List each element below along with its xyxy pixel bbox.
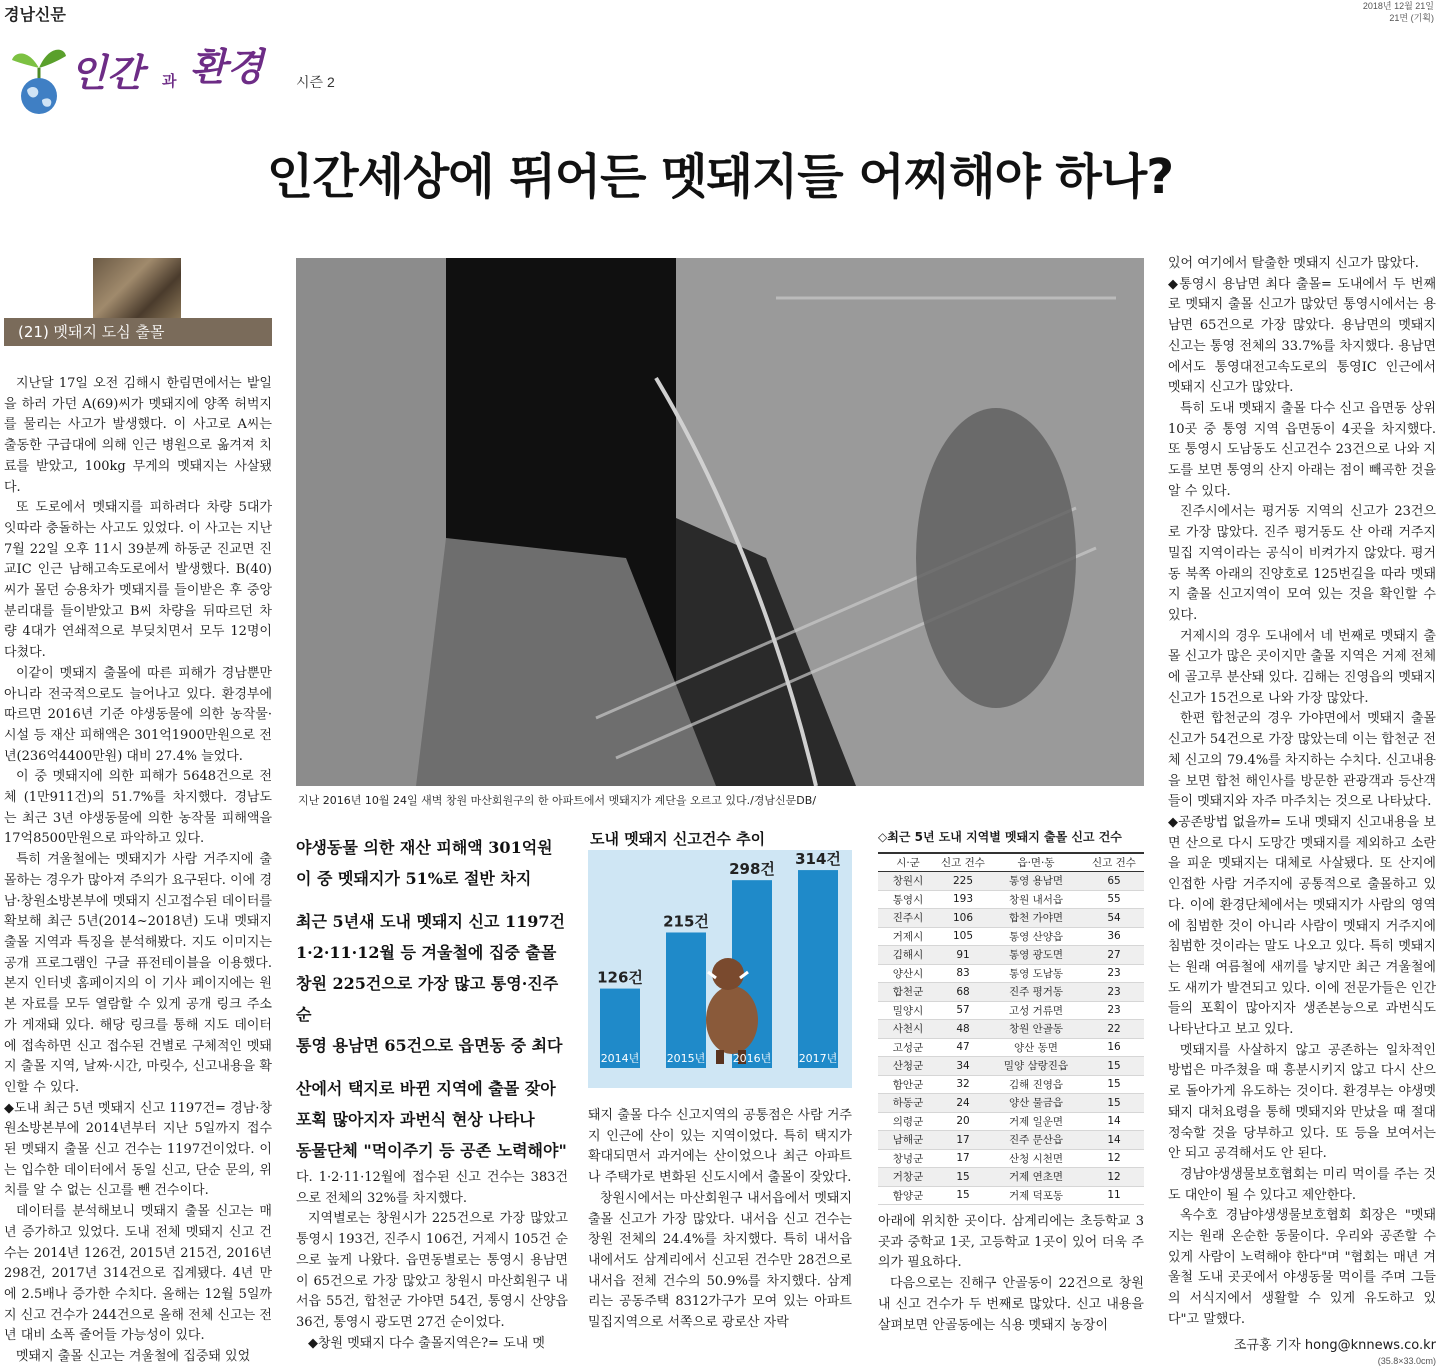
paragraph: ◆통영시 용남면 최다 출몰= 도내에서 두 번째로 멧돼지 출몰 신고가 많았던 통영시에서는 용남면 65건으로 가장 많았다. 용남면의 멧돼지 신고는 통영 전체의 33.7%를 차지했다. 용남면에서도 통영대전고속도로의 통영IC 인근에서 멧돼지 신고가 많았다. — [1168, 276, 1436, 396]
paragraph: 한편 합천군의 경우 가야면에서 멧돼지 출몰 신고가 54건으로 가장 많았는데 이는 합천군 전체 신고의 79.4%를 차지하는 수치다. 신고내용을 보면 합천 해인사를 방문한 관광객과 등산객들이 멧돼지와 자주 마주치는 것으로 나타났다. — [1168, 711, 1436, 810]
paragraph: ◆공존방법 없을까= 도내 멧돼지 신고내용을 보면 산으로 다시 도망간 멧돼지를 제외하고 소란을 피운 멧돼지는 대체로 사살됐다. 또 산지에 인접한 사람 거주지에 공통적으로 출몰하고 있다. 이에 환경단체에서는 멧돼지가 사람의 영역에 침범한 것이 아니라 사람이 멧돼지 거주지에 침범한 것이라는 말도 나오고 있다. 특히 멧돼지는 원래 여름철에 새끼를 낳지만 최근 겨울철에도 새끼가 발견되고 있다. 이에 전문가들은 인간들의 포획이 많아지자 생존본능으로 과번식도 나타난다고 보고 있다. — [1168, 814, 1436, 1038]
table-header: 신고 건수 — [938, 853, 988, 872]
globe-sprout-icon — [10, 38, 68, 116]
table-cell: 함안군 — [878, 1075, 938, 1094]
paragraph: 데이터를 분석해보니 멧돼지 출몰 신고는 매년 증가하고 있었다. 도내 전체 멧돼지 신고 건수는 2014년 126건, 2015년 215건, 2016년 298건, 2017년 314건으로 집계됐다. 4년 만에 2.5배나 증가한 수치다. 올해는 12월 5일까지 신고 건수가 244건으로 올해 전체 신고는 전년 대비 소폭 줄어들 가능성이 있다. — [4, 1204, 272, 1344]
table-row — [878, 964, 1144, 983]
table-row — [878, 1075, 1144, 1094]
table-cell: 진주 평거동 — [988, 983, 1084, 1002]
table-row — [878, 1168, 1144, 1187]
paragraph: 진주시에서는 평거동 지역의 신고가 23건으로 가장 많았다. 진주 평거동도 산 아래 거주지 밀집 지역이라는 공식이 비켜가지 않았다. 평거동 북쪽 아래의 진양호로 125번길을 따라 멧돼지 출몰 신고지역이 모여 있는 것을 확인할 수 있다. — [1168, 504, 1436, 623]
table-cell: 진주시 — [878, 909, 938, 928]
date-line: 2018년 12월 21일 — [1362, 1, 1434, 11]
table-cell: 통영 도남동 — [988, 964, 1084, 983]
table-cell: 68 — [938, 983, 988, 1002]
table-cell: 통영시 — [878, 890, 938, 909]
table-header-row — [878, 853, 1144, 872]
page-line: 21면 (기획) — [1389, 13, 1434, 23]
table-cell: 17 — [938, 1131, 988, 1150]
table-header: 신고 건수 — [1084, 853, 1144, 872]
subhead: 포획 많아지자 과번식 현상 나타나 — [296, 1110, 535, 1129]
table-cell: 창녕군 — [878, 1149, 938, 1168]
table-cell: 23 — [1084, 1001, 1144, 1020]
table-row — [878, 890, 1144, 909]
table-cell: 193 — [938, 890, 988, 909]
table-cell: 통영 용남면 — [988, 872, 1084, 891]
series-subtitle: (21) 멧돼지 도심 출몰 — [4, 318, 272, 346]
table-cell: 양산 물금읍 — [988, 1094, 1084, 1113]
paragraph: 멧돼지를 사살하지 않고 공존하는 일차적인 방법은 마주쳤을 때 흥분시키지 않고 다시 산으로 돌아가게 유도하는 것이다. 환경부는 야생멧돼지 대처요령을 통해 멧돼지와 만났을 때 절대 정숙할 것을 당부하고 있다. 또 등을 보여서는 안 되고 공격해서도 안 된다. — [1168, 1042, 1436, 1162]
table-cell: 거제 일운면 — [988, 1112, 1084, 1131]
table-cell: 15 — [1084, 1094, 1144, 1113]
table-row — [878, 946, 1144, 965]
paragraph: 특히 도내 멧돼지 출몰 다수 신고 읍면동 상위 10곳 중 통영 지역 읍면동이 4곳을 차지했다. 또 통영시 도남동도 신고건수 23건으로 나와 지도를 보면 통영의 산지 아래는 점이 빼곡한 것을 알 수 있다. — [1168, 400, 1436, 499]
table-cell: 양산 동면 — [988, 1038, 1084, 1057]
table-cell: 합천군 — [878, 983, 938, 1002]
table-cell: 12 — [1084, 1168, 1144, 1187]
article-column-3 — [588, 1106, 852, 1370]
paragraph: 이 중 멧돼지에 의한 피해가 5648건으로 전체 (1만911건)의 51.7%를 차지했다. 경남도는 최근 3년 야생동물에 의한 농작물 피해액을 17억8500만원으로 파악하고 있다. — [4, 769, 272, 847]
table-cell: 합천 가야면 — [988, 909, 1084, 928]
table-row — [878, 909, 1144, 928]
masthead: 경남신문 — [4, 7, 66, 24]
chart-bar — [798, 870, 838, 1068]
table-cell: 106 — [938, 909, 988, 928]
subhead: 야생동물 의한 재산 피해액 301억원 — [296, 838, 553, 857]
data-label: 215건 — [663, 912, 709, 931]
table-cell: 사천시 — [878, 1020, 938, 1039]
subhead: 최근 5년새 도내 멧돼지 신고 1197건 — [296, 912, 565, 931]
paragraph: 특히 겨울철에는 멧돼지가 사람 거주지에 출몰하는 경우가 많아져 주의가 요구된다. 이에 경남·창원소방본부에 멧돼지 신고접수된 데이터를 확보해 최근 5년(2014~2018년) 도내 멧돼지 출몰 지역과 특징을 분석해봤다. 지도 이미지는 공개 프로그램인 구글 퓨전테이블을 이용했다. 본지 인터넷 홈페이지의 이 기사 페이지에는 원본 자료를 모두 열람할 수 있게 공개 링크 주소가 게재돼 있다. 해당 링크를 통해 지도 데이터에 접속하면 신고 접수된 건별로 구체적인 멧돼지 출몰 지역, 날짜·시간, 마릿수, 신고내용을 확인할 수 있다. — [4, 852, 272, 1095]
headline: 인간세상에 뛰어든 멧돼지들 어찌해야 하나? — [266, 149, 1174, 205]
category-label: 2014년 — [600, 1052, 640, 1065]
table-cell: 20 — [938, 1112, 988, 1131]
subhead: 이 중 멧돼지가 51%로 절반 차지 — [296, 869, 532, 888]
chart-title: 도내 멧돼지 신고건수 추이 — [590, 830, 766, 848]
category-label: 2017년 — [798, 1052, 838, 1065]
table-row — [878, 1186, 1144, 1205]
table-cell: 의령군 — [878, 1112, 938, 1131]
data-label: 314건 — [795, 850, 841, 869]
table-cell: 산청 시천면 — [988, 1149, 1084, 1168]
table-cell: 54 — [1084, 909, 1144, 928]
table-cell: 밀양 삼랑진읍 — [988, 1057, 1084, 1076]
table-cell: 통영 산양읍 — [988, 927, 1084, 946]
table-cell: 통영 광도면 — [988, 946, 1084, 965]
table-cell: 함양군 — [878, 1186, 938, 1205]
table-cell: 남해군 — [878, 1131, 938, 1150]
table-cell: 15 — [938, 1168, 988, 1187]
subhead: 동물단체 "먹이주기 등 공존 노력해야" — [296, 1141, 567, 1160]
table-cell: 밀양시 — [878, 1001, 938, 1020]
table-cell: 11 — [1084, 1186, 1144, 1205]
table-row — [878, 1038, 1144, 1057]
table-cell: 57 — [938, 1001, 988, 1020]
boar-stairwell-photo — [296, 258, 1144, 786]
table-row — [878, 872, 1144, 891]
table-cell: 48 — [938, 1020, 988, 1039]
subhead: 통영 용남면 65건으로 읍면동 중 최다 — [296, 1036, 563, 1055]
table-cell: 김해 진영읍 — [988, 1075, 1084, 1094]
table-cell: 23 — [1084, 964, 1144, 983]
paragraph: ◆창원 멧돼지 다수 출몰지역은?= 도내 멧 — [308, 1335, 545, 1351]
table-cell: 거제 연초면 — [988, 1168, 1084, 1187]
table-header: 시·군 — [878, 853, 938, 872]
table-cell: 55 — [1084, 890, 1144, 909]
paragraph: 또 도로에서 멧돼지를 피하려다 차량 5대가 잇따라 충돌하는 사고도 있었다. 이 사고는 지난 7월 22일 오후 11시 39분께 하동군 진교면 진교IC 인근 남해고속도로에서 발생했다. B(40)씨가 몰던 승용차가 멧돼지를 들이받은 후 중앙분리대를 들이받았고 B씨 차량을 뒤따르던 차량 4대가 연쇄적으로 부딪치면서 모두 12명이 다쳤다. — [4, 500, 272, 661]
table-row — [878, 1149, 1144, 1168]
article-column-1 — [4, 374, 272, 1370]
article-column-5 — [1168, 254, 1436, 1330]
table-cell: 고성군 — [878, 1038, 938, 1057]
table-row — [878, 1001, 1144, 1020]
table-row — [878, 1112, 1144, 1131]
table-cell: 36 — [1084, 927, 1144, 946]
table-row — [878, 1094, 1144, 1113]
chart-bar — [666, 932, 706, 1068]
table-cell: 225 — [938, 872, 988, 891]
series-and: 과 — [162, 73, 177, 90]
series-word-2: 환경 — [190, 47, 264, 89]
date-info — [1363, 0, 1434, 24]
table-cell: 15 — [1084, 1075, 1144, 1094]
bar-chart — [588, 850, 852, 1088]
table-row — [878, 927, 1144, 946]
table-header: 읍·면·동 — [988, 853, 1084, 872]
table-cell: 27 — [1084, 946, 1144, 965]
region-table — [878, 852, 1144, 1205]
table-row — [878, 1057, 1144, 1076]
table-title: ◇최근 5년 도내 지역별 멧돼지 출몰 신고 건수 — [878, 830, 1122, 844]
data-label: 298건 — [729, 860, 775, 879]
series-logo — [10, 32, 370, 114]
article-column-4 — [878, 1212, 1144, 1370]
table-row — [878, 983, 1144, 1002]
paragraph: 돼지 출몰 다수 신고지역의 공통점은 사람 거주지 인근에 산이 있는 지역이었다. 특히 택지가 확대되면서 과거에는 산이었으나 최근 아파트나 주택가로 변화된 신도시에서 출몰이 잦았다. — [588, 1108, 852, 1186]
table-cell: 105 — [938, 927, 988, 946]
data-label: 126건 — [597, 968, 643, 987]
season-label: 시즌 2 — [296, 74, 335, 90]
table-cell: 거제 덕포동 — [988, 1186, 1084, 1205]
table-cell: 65 — [1084, 872, 1144, 891]
paragraph: 지난달 17일 오전 김해시 한림면에서는 밭일을 하러 가던 A(69)씨가 멧돼지에 양쪽 허벅지를 물리는 사고가 발생했다. 이 사고로 A씨는 출동한 구급대에 의해 인근 병원으로 옮겨져 치료를 받았고, 100kg 무게의 멧돼지는 사살됐다. — [4, 376, 272, 495]
table-cell: 거제시 — [878, 927, 938, 946]
table-cell: 23 — [1084, 983, 1144, 1002]
table-cell: 산청군 — [878, 1057, 938, 1076]
table-cell: 47 — [938, 1038, 988, 1057]
table-cell: 하동군 — [878, 1094, 938, 1113]
table-cell: 김해시 — [878, 946, 938, 965]
subhead: 창원 225건으로 가장 많고 통영·진주 순 — [296, 974, 559, 1024]
chart-area — [588, 850, 852, 1088]
table-cell: 진주 문산읍 — [988, 1131, 1084, 1150]
table-cell: 12 — [1084, 1149, 1144, 1168]
table-cell: 34 — [938, 1057, 988, 1076]
table-cell: 17 — [938, 1149, 988, 1168]
paragraph: 거제시의 경우 도내에서 네 번째로 멧돼지 출몰 신고가 많은 곳이지만 출몰 지역은 거제 전체에 골고루 분산돼 있다. 김해는 진영읍의 멧돼지 신고가 15건으로 나와 가장 많았다. — [1168, 628, 1436, 706]
table-row — [878, 1131, 1144, 1150]
paragraph: 지역별로는 창원시가 225건으로 가장 많았고 통영시 193건, 진주시 106건, 거제시 105건 순으로 높게 나왔다. 읍면동별로는 통영시 용남면이 65건으로 가장 많았고 창원시 마산회원구 내서읍 55건, 합천군 가야면 54건, 통영시 산양읍 36건, 통영시 광도면 27건 순이었다. — [296, 1211, 568, 1330]
table-cell: 15 — [1084, 1057, 1144, 1076]
category-label: 2016년 — [732, 1052, 772, 1065]
table-cell: 창원 안골동 — [988, 1020, 1084, 1039]
paragraph: 경남야생생물보호협회는 미리 먹이를 주는 것도 대안이 될 수 있다고 제안한다. — [1168, 1166, 1436, 1203]
table-cell: 83 — [938, 964, 988, 983]
paragraph: 이같이 멧돼지 출몰에 따른 피해가 경남뿐만 아니라 전국적으로도 늘어나고 있다. 환경부에 따르면 2016년 기준 야생동물에 의한 농작물·시설 등 재산 피해액은 301억1900만원으로 전년(236억4400만원) 대비 27.4% 늘었다. — [4, 665, 272, 764]
category-label: 2015년 — [666, 1052, 706, 1065]
stairwell-illustration — [296, 258, 1144, 786]
table-cell: 창원시 — [878, 872, 938, 891]
table-cell: 14 — [1084, 1112, 1144, 1131]
table-cell: 91 — [938, 946, 988, 965]
subheads-block — [296, 832, 568, 1166]
subhead: 1·2·11·12월 등 겨울철에 집중 출몰 — [296, 943, 557, 962]
paragraph: 아래에 위치한 곳이다. 삼계리에는 초등학교 3곳과 중학교 1곳, 고등학교 1곳이 있어 더욱 주의가 필요하다. — [878, 1214, 1144, 1271]
table-cell: 거창군 — [878, 1168, 938, 1187]
table-cell: 22 — [1084, 1020, 1144, 1039]
region-report-table — [878, 852, 1144, 1205]
photo-caption: 지난 2016년 10월 24일 새벽 창원 마산회원구의 한 아파트에서 멧돼지가 계단을 오르고 있다./경남신문DB/ — [298, 794, 817, 807]
byline: 조규홍 기자 hong@knnews.co.kr — [1233, 1338, 1436, 1353]
table-cell: 창원 내서읍 — [988, 890, 1084, 909]
table-cell: 14 — [1084, 1131, 1144, 1150]
table-cell: 15 — [938, 1186, 988, 1205]
table-cell: 양산시 — [878, 964, 938, 983]
table-cell: 32 — [938, 1075, 988, 1094]
paragraph: 다. 1·2·11·12월에 접수된 신고 건수는 383건으로 전체의 32%를 차지했다. — [296, 1170, 568, 1206]
paragraph: ◆도내 최근 5년 멧돼지 신고 1197건= 경남·창원소방본부에 2014년부터 지난 5일까지 접수된 멧돼지 출몰 신고 건수는 1197건이었다. 이는 입수한 데이터에서 동일 신고, 단순 문의, 위치를 알 수 없는 신고를 뺀 건수이다. — [4, 1100, 272, 1199]
paragraph: 멧돼지 출몰 신고는 겨울철에 집중돼 있었 — [16, 1349, 251, 1365]
page-dimension: (35.8×33.0cm) — [1377, 1356, 1436, 1366]
subhead: 산에서 택지로 바뀐 지역에 출몰 잦아 — [296, 1079, 556, 1098]
table-cell: 고성 거류면 — [988, 1001, 1084, 1020]
table-cell: 24 — [938, 1094, 988, 1113]
boar-thumbnail — [93, 258, 181, 318]
paragraph: 다음으로는 진해구 안골동이 22건으로 창원 내 신고 건수가 두 번째로 많았다. 신고 내용을 살펴보면 안골동에는 식용 멧돼지 농장이 — [878, 1276, 1144, 1333]
series-word-1: 인간 — [70, 53, 144, 95]
paragraph: 옥수호 경남야생생물보호협회 회장은 "멧돼지는 원래 온순한 동물이다. 우리와 공존할 수 있게 사람이 노력해야 한다"며 "협회는 매년 겨울철 도내 곳곳에서 야생동물 먹이를 주며 그들의 서식지에서 생활할 수 있게 유도하고 있다"고 말했다. — [1168, 1208, 1436, 1327]
table-row — [878, 1020, 1144, 1039]
table-cell: 16 — [1084, 1038, 1144, 1057]
paragraph: 있어 여기에서 탈출한 멧돼지 신고가 많았다. — [1168, 256, 1419, 271]
article-column-2 — [296, 1168, 568, 1368]
paragraph: 창원시에서는 마산회원구 내서읍에서 멧돼지 출몰 신고가 가장 많았다. 내서읍 신고 건수는 창원 전체의 24.4%를 차지했다. 특히 내서읍 내에서도 삼계리에서 신고된 건수만 28건으로 내서읍 전체 건수의 50.9%를 차지했다. 삼계리는 공동주택 8312가구가 모여 있는 아파트 밀집지역으로 서쪽으로 광로산 자락 — [588, 1190, 852, 1331]
